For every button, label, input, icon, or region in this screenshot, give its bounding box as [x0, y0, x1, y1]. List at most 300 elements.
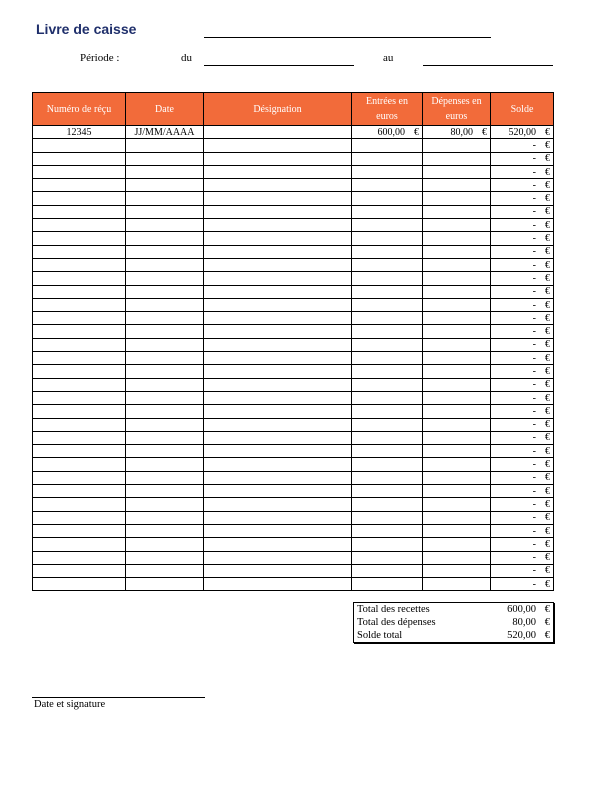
income-cell[interactable]: [352, 538, 423, 551]
balance-cell: [491, 365, 554, 378]
expense-cell[interactable]: [423, 391, 491, 404]
date-cell[interactable]: [126, 298, 204, 311]
receipt-cell[interactable]: [33, 139, 126, 152]
income-cell[interactable]: [352, 498, 423, 511]
expense-cell[interactable]: [423, 498, 491, 511]
expense-cell[interactable]: [423, 485, 491, 498]
table-row: [33, 458, 554, 471]
income-cell[interactable]: [352, 578, 423, 591]
currency-symbol: €: [545, 552, 550, 564]
balance-cell: [491, 179, 554, 192]
total-expense-value: 80,00: [512, 617, 536, 628]
currency-symbol: €: [544, 630, 550, 641]
balance-cell: [491, 551, 554, 564]
balance-cell: [491, 152, 554, 165]
designation-cell[interactable]: [204, 551, 352, 564]
receipt-cell[interactable]: [33, 179, 126, 192]
income-cell[interactable]: [352, 312, 423, 325]
balance-value: -: [532, 365, 536, 377]
balance-cell: [491, 139, 554, 152]
designation-cell[interactable]: [204, 232, 352, 245]
receipt-cell[interactable]: [33, 445, 126, 458]
designation-cell[interactable]: [204, 258, 352, 271]
designation-cell[interactable]: [204, 312, 352, 325]
expense-cell[interactable]: [423, 365, 491, 378]
designation-cell[interactable]: [204, 431, 352, 444]
signature-line[interactable]: [32, 697, 205, 698]
balance-cell: [491, 219, 554, 232]
receipt-cell[interactable]: [33, 458, 126, 471]
currency-symbol: €: [545, 139, 550, 151]
receipt-cell[interactable]: [33, 312, 126, 325]
designation-cell[interactable]: [204, 139, 352, 152]
table-row: [33, 578, 554, 591]
balance-cell: [491, 498, 554, 511]
expense-cell[interactable]: [423, 458, 491, 471]
balance-value: -: [532, 565, 536, 577]
designation-cell[interactable]: [204, 498, 352, 511]
currency-symbol: €: [545, 565, 550, 577]
receipt-cell[interactable]: [33, 352, 126, 365]
balance-cell: [491, 391, 554, 404]
balance-value: -: [532, 405, 536, 417]
income-cell[interactable]: [352, 564, 423, 577]
expense-cell[interactable]: [423, 564, 491, 577]
income-cell[interactable]: [352, 258, 423, 271]
date-cell[interactable]: [126, 245, 204, 258]
date-cell[interactable]: [126, 418, 204, 431]
table-row: [33, 551, 554, 564]
receipt-cell[interactable]: [33, 365, 126, 378]
designation-cell[interactable]: [204, 219, 352, 232]
balance-cell: [491, 258, 554, 271]
balance-value: -: [532, 219, 536, 231]
balance-value: -: [532, 312, 536, 324]
expense-cell[interactable]: [423, 524, 491, 537]
receipt-cell[interactable]: [33, 205, 126, 218]
balance-cell: [491, 378, 554, 391]
balance-cell: [491, 578, 554, 591]
designation-cell[interactable]: [204, 272, 352, 285]
date-cell[interactable]: [126, 258, 204, 271]
expense-cell[interactable]: [423, 325, 491, 338]
expense-cell[interactable]: [423, 179, 491, 192]
expense-cell[interactable]: [423, 219, 491, 232]
from-label: du: [181, 52, 192, 64]
receipt-cell[interactable]: [33, 524, 126, 537]
receipt-cell[interactable]: [33, 551, 126, 564]
receipt-cell[interactable]: [33, 165, 126, 178]
receipt-cell[interactable]: [33, 578, 126, 591]
table-row: [33, 285, 554, 298]
total-balance-value: 520,00: [507, 630, 536, 641]
balance-value: -: [532, 525, 536, 537]
expense-cell[interactable]: [423, 538, 491, 551]
designation-cell[interactable]: [204, 471, 352, 484]
balance-cell: [491, 352, 554, 365]
date-cell[interactable]: [126, 551, 204, 564]
balance-cell: [491, 298, 554, 311]
date-cell[interactable]: [126, 511, 204, 524]
receipt-cell[interactable]: [33, 405, 126, 418]
date-cell[interactable]: [126, 378, 204, 391]
designation-cell[interactable]: [204, 564, 352, 577]
date-cell[interactable]: [126, 538, 204, 551]
balance-value: -: [532, 272, 536, 284]
balance-cell: [491, 538, 554, 551]
currency-symbol: €: [545, 485, 550, 497]
expense-cell[interactable]: [423, 431, 491, 444]
balance-value: -: [532, 286, 536, 298]
balance-cell: [491, 285, 554, 298]
designation-cell[interactable]: [204, 418, 352, 431]
designation-cell[interactable]: [204, 192, 352, 205]
totals-row: [354, 603, 554, 617]
designation-cell[interactable]: [204, 485, 352, 498]
table-row: [33, 219, 554, 232]
balance-cell: [491, 418, 554, 431]
income-cell[interactable]: [352, 391, 423, 404]
currency-symbol: €: [545, 445, 550, 457]
balance-value: -: [532, 233, 536, 245]
expense-cell[interactable]: [423, 551, 491, 564]
currency-symbol: €: [545, 365, 550, 377]
income-cell[interactable]: [352, 338, 423, 351]
income-cell[interactable]: [352, 179, 423, 192]
total-balance-label: Solde total: [357, 630, 403, 641]
designation-cell[interactable]: [204, 325, 352, 338]
expense-cell[interactable]: [423, 245, 491, 258]
balance-value: -: [532, 498, 536, 510]
table-row: [33, 391, 554, 404]
receipt-cell[interactable]: [33, 325, 126, 338]
date-cell[interactable]: [126, 139, 204, 152]
balance-value: -: [532, 193, 536, 205]
designation-cell[interactable]: [204, 578, 352, 591]
currency-symbol: €: [545, 219, 550, 231]
currency-symbol: €: [545, 259, 550, 271]
date-cell[interactable]: [126, 485, 204, 498]
currency-symbol: €: [544, 617, 550, 628]
designation-cell[interactable]: [204, 352, 352, 365]
income-cell[interactable]: [352, 126, 423, 139]
receipt-cell[interactable]: [33, 511, 126, 524]
expense-cell[interactable]: [423, 272, 491, 285]
designation-cell[interactable]: [204, 285, 352, 298]
income-cell[interactable]: [352, 405, 423, 418]
currency-symbol: €: [545, 352, 550, 364]
expense-cell[interactable]: [423, 139, 491, 152]
expense-cell[interactable]: [423, 578, 491, 591]
designation-cell[interactable]: [204, 245, 352, 258]
expense-cell[interactable]: [423, 152, 491, 165]
income-cell[interactable]: [352, 445, 423, 458]
income-cell[interactable]: [352, 352, 423, 365]
date-cell[interactable]: [126, 405, 204, 418]
expense-cell[interactable]: [423, 285, 491, 298]
currency-symbol: €: [545, 525, 550, 537]
date-cell[interactable]: [126, 152, 204, 165]
date-cell[interactable]: [126, 564, 204, 577]
date-cell[interactable]: [126, 578, 204, 591]
expense-value: 80,00: [450, 126, 473, 138]
income-cell[interactable]: [352, 245, 423, 258]
income-cell[interactable]: [352, 511, 423, 524]
income-cell[interactable]: [352, 192, 423, 205]
receipt-cell[interactable]: [33, 498, 126, 511]
balance-cell: [491, 192, 554, 205]
receipt-cell[interactable]: [33, 245, 126, 258]
income-cell[interactable]: [352, 458, 423, 471]
income-cell[interactable]: [352, 165, 423, 178]
date-cell[interactable]: [126, 285, 204, 298]
date-cell[interactable]: [126, 165, 204, 178]
expense-cell[interactable]: [423, 258, 491, 271]
designation-cell[interactable]: [204, 152, 352, 165]
date-cell[interactable]: [126, 445, 204, 458]
table-row: [33, 485, 554, 498]
income-cell[interactable]: [352, 524, 423, 537]
income-cell[interactable]: [352, 298, 423, 311]
designation-cell[interactable]: [204, 165, 352, 178]
designation-cell[interactable]: [204, 338, 352, 351]
receipt-cell[interactable]: 12345: [33, 126, 126, 139]
signature-label: Date et signature: [34, 699, 106, 710]
income-cell[interactable]: [352, 431, 423, 444]
currency-symbol: €: [545, 472, 550, 484]
balance-value: -: [532, 139, 536, 151]
date-cell[interactable]: [126, 272, 204, 285]
balance-value: -: [532, 299, 536, 311]
expense-cell[interactable]: [423, 511, 491, 524]
balance-cell: [491, 165, 554, 178]
totals-row: [354, 629, 554, 643]
table-row: [33, 524, 554, 537]
column-header-designation: Désignation: [204, 93, 352, 126]
receipt-cell[interactable]: [33, 258, 126, 271]
table-row: [33, 498, 554, 511]
from-date-field[interactable]: [204, 65, 354, 66]
date-cell[interactable]: [126, 431, 204, 444]
currency-symbol: €: [545, 286, 550, 298]
income-cell[interactable]: [352, 272, 423, 285]
date-cell[interactable]: [126, 352, 204, 365]
income-value: 600,00: [377, 126, 405, 138]
balance-value: -: [532, 485, 536, 497]
designation-cell[interactable]: [204, 205, 352, 218]
receipt-cell[interactable]: [33, 272, 126, 285]
income-cell[interactable]: [352, 485, 423, 498]
balance-value: -: [532, 538, 536, 550]
income-cell[interactable]: [352, 551, 423, 564]
currency-symbol: €: [545, 498, 550, 510]
expense-cell[interactable]: [423, 338, 491, 351]
currency-symbol: €: [545, 459, 550, 471]
balance-cell: [491, 205, 554, 218]
designation-cell[interactable]: [204, 298, 352, 311]
receipt-cell[interactable]: [33, 418, 126, 431]
table-row: [33, 431, 554, 444]
balance-cell: [491, 405, 554, 418]
currency-symbol: €: [545, 233, 550, 245]
balance-value: -: [532, 445, 536, 457]
column-header-receipt: Numéro de réçu: [33, 93, 126, 126]
income-cell[interactable]: [352, 219, 423, 232]
date-cell[interactable]: [126, 391, 204, 404]
designation-cell[interactable]: [204, 365, 352, 378]
currency-symbol: €: [545, 126, 550, 138]
income-cell[interactable]: [352, 152, 423, 165]
designation-cell[interactable]: [204, 391, 352, 404]
expense-cell[interactable]: [423, 352, 491, 365]
currency-symbol: €: [545, 326, 550, 338]
total-balance-cell: [484, 629, 554, 643]
date-cell[interactable]: [126, 232, 204, 245]
column-header-balance: Solde: [491, 93, 554, 126]
receipt-cell[interactable]: [33, 298, 126, 311]
table-row: [33, 245, 554, 258]
date-cell[interactable]: [126, 458, 204, 471]
table-row: [33, 165, 554, 178]
table-row: [33, 179, 554, 192]
balance-value: -: [532, 326, 536, 338]
expense-cell[interactable]: [423, 418, 491, 431]
currency-symbol: €: [414, 126, 419, 138]
receipt-cell[interactable]: [33, 538, 126, 551]
table-row: [33, 258, 554, 271]
currency-symbol: €: [545, 153, 550, 165]
balance-cell: [491, 325, 554, 338]
receipt-cell[interactable]: [33, 391, 126, 404]
income-cell[interactable]: [352, 471, 423, 484]
designation-cell[interactable]: [204, 179, 352, 192]
date-cell[interactable]: [126, 205, 204, 218]
cash-ledger-table: [32, 92, 554, 591]
table-row: [33, 471, 554, 484]
currency-symbol: €: [545, 179, 550, 191]
table-row: [33, 232, 554, 245]
expense-cell[interactable]: [423, 298, 491, 311]
income-cell[interactable]: [352, 232, 423, 245]
balance-cell: [491, 485, 554, 498]
designation-cell[interactable]: [204, 524, 352, 537]
receipt-cell[interactable]: [33, 285, 126, 298]
expense-cell[interactable]: [423, 192, 491, 205]
income-cell[interactable]: [352, 139, 423, 152]
balance-value: -: [532, 246, 536, 258]
income-cell[interactable]: [352, 378, 423, 391]
expense-cell[interactable]: [423, 471, 491, 484]
date-cell[interactable]: [126, 471, 204, 484]
balance-cell: [491, 245, 554, 258]
date-cell[interactable]: [126, 524, 204, 537]
income-cell[interactable]: [352, 365, 423, 378]
currency-symbol: €: [545, 272, 550, 284]
title-underline: [204, 37, 491, 38]
designation-cell[interactable]: [204, 445, 352, 458]
table-row: [33, 192, 554, 205]
table-header-row: [33, 93, 554, 126]
table-row: [33, 298, 554, 311]
table-row: [33, 205, 554, 218]
income-cell[interactable]: [352, 418, 423, 431]
date-cell[interactable]: JJ/MM/AAAA: [126, 126, 204, 139]
balance-value: -: [532, 179, 536, 191]
date-cell[interactable]: [126, 365, 204, 378]
date-cell[interactable]: [126, 219, 204, 232]
expense-cell[interactable]: [423, 205, 491, 218]
table-row: [33, 378, 554, 391]
receipt-cell[interactable]: [33, 338, 126, 351]
expense-cell[interactable]: [423, 312, 491, 325]
balance-value: -: [532, 206, 536, 218]
currency-symbol: €: [545, 419, 550, 431]
designation-cell[interactable]: [204, 405, 352, 418]
currency-symbol: €: [545, 392, 550, 404]
receipt-cell[interactable]: [33, 152, 126, 165]
total-expense-label: Total des dépenses: [357, 617, 436, 628]
expense-cell[interactable]: [423, 165, 491, 178]
table-row: [33, 405, 554, 418]
date-cell[interactable]: [126, 338, 204, 351]
designation-cell[interactable]: [204, 378, 352, 391]
balance-value: -: [532, 392, 536, 404]
income-cell[interactable]: [352, 285, 423, 298]
column-header-expense: Dépenses en euros: [423, 93, 491, 126]
balance-value: -: [532, 432, 536, 444]
expense-cell[interactable]: [423, 378, 491, 391]
date-cell[interactable]: [126, 192, 204, 205]
currency-symbol: €: [545, 379, 550, 391]
balance-value: -: [532, 472, 536, 484]
page-title: Livre de caisse: [36, 21, 137, 37]
to-date-field[interactable]: [423, 65, 553, 66]
expense-cell[interactable]: [423, 405, 491, 418]
designation-cell[interactable]: [204, 458, 352, 471]
receipt-cell[interactable]: [33, 219, 126, 232]
date-cell[interactable]: [126, 179, 204, 192]
table-row: [33, 126, 554, 139]
receipt-cell[interactable]: [33, 232, 126, 245]
income-cell[interactable]: [352, 205, 423, 218]
receipt-cell[interactable]: [33, 564, 126, 577]
balance-cell: [491, 524, 554, 537]
table-row: [33, 338, 554, 351]
totals-row: [354, 616, 554, 629]
balance-cell: [491, 431, 554, 444]
balance-cell: [491, 338, 554, 351]
receipt-cell[interactable]: [33, 485, 126, 498]
designation-cell[interactable]: [204, 126, 352, 139]
designation-cell[interactable]: [204, 538, 352, 551]
table-row: [33, 418, 554, 431]
date-cell[interactable]: [126, 325, 204, 338]
expense-cell[interactable]: [423, 445, 491, 458]
date-cell[interactable]: [126, 312, 204, 325]
date-cell[interactable]: [126, 498, 204, 511]
currency-symbol: €: [545, 312, 550, 324]
receipt-cell[interactable]: [33, 431, 126, 444]
currency-symbol: €: [545, 166, 550, 178]
table-row: [33, 139, 554, 152]
income-cell[interactable]: [352, 325, 423, 338]
receipt-cell[interactable]: [33, 471, 126, 484]
receipt-cell[interactable]: [33, 378, 126, 391]
receipt-cell[interactable]: [33, 192, 126, 205]
designation-cell[interactable]: [204, 511, 352, 524]
expense-cell[interactable]: [423, 126, 491, 139]
expense-cell[interactable]: [423, 232, 491, 245]
